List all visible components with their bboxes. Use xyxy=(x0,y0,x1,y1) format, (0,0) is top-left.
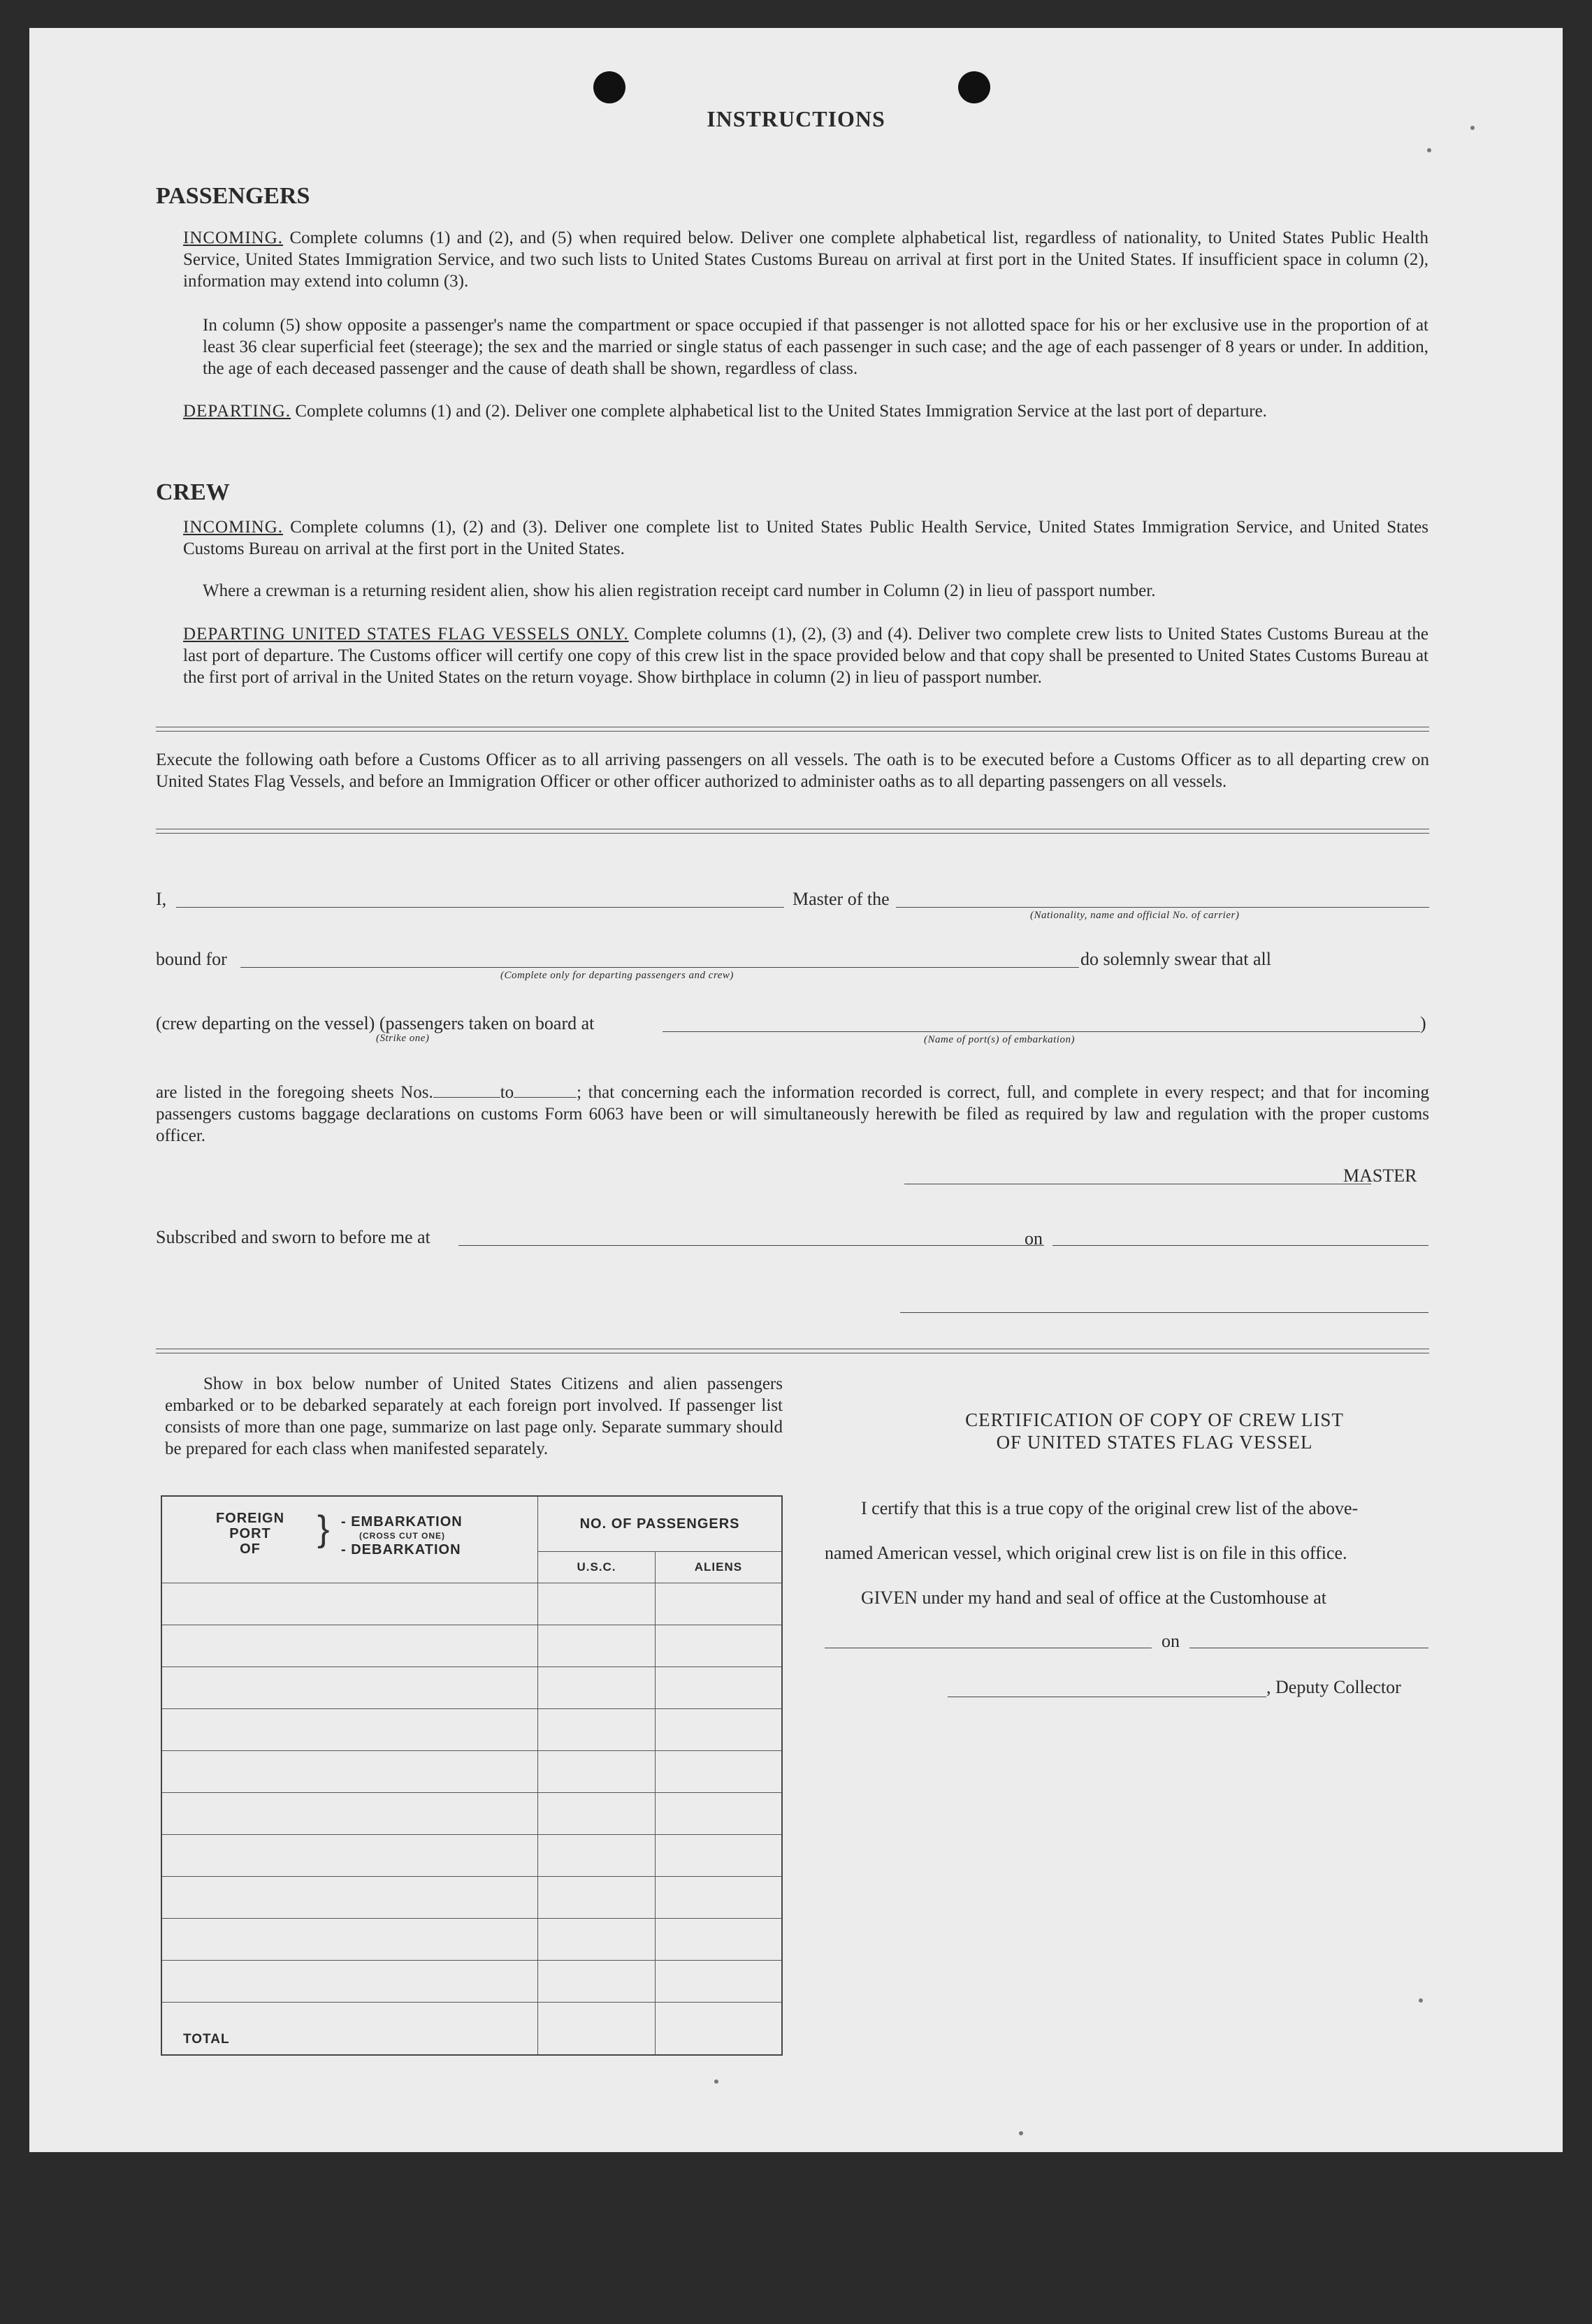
sheet-from-field[interactable] xyxy=(433,1084,500,1098)
table-row xyxy=(161,1793,782,1835)
total-row xyxy=(161,2003,782,2056)
usc-cell[interactable] xyxy=(538,1583,656,1625)
usc-cell[interactable] xyxy=(538,1751,656,1793)
passengers-count-header: NO. OF PASSENGERS xyxy=(538,1496,782,1552)
port-cell[interactable] xyxy=(161,1793,538,1835)
punch-hole xyxy=(958,71,990,103)
table-row xyxy=(161,1835,782,1877)
certify-text: I certify that this is a true copy of the original crew list of the above- xyxy=(861,1498,1359,1518)
double-rule xyxy=(156,727,1429,732)
passengers-incoming-label: INCOMING. xyxy=(183,228,284,247)
table-row xyxy=(161,1625,782,1667)
speck xyxy=(1470,126,1475,130)
double-rule xyxy=(156,829,1429,834)
sheets-prefix: are listed in the foregoing sheets Nos. xyxy=(156,1083,433,1102)
sworn-at-field[interactable] xyxy=(458,1245,1044,1246)
crew-departing-text: Complete columns (1), (2), (3) and (4). Deliver two complete crew lists to United States Customs Bureau at the last port of departure. The Customs officer will certify one copy of this crew list in the space provided below and that copy shall be presented to United States Customs Bureau at the first port of arrival in the United States on the return voyage. Show birthplace in column (2) in lieu of passport number. xyxy=(183,625,1428,687)
punch-hole xyxy=(593,71,625,103)
deputy-label: , Deputy Collector xyxy=(1266,1677,1401,1697)
port-cell[interactable] xyxy=(161,1835,538,1877)
crew-departing-label: (crew departing on the vessel) (passengers taken on board at xyxy=(156,1013,595,1033)
passengers-departing-text: Complete columns (1) and (2). Deliver one complete alphabetical list to the United States Immigration Service at the last port of departure. xyxy=(295,402,1267,421)
master-label: MASTER xyxy=(1343,1165,1417,1186)
document-page xyxy=(29,28,1563,2152)
passengers-incoming-text: Complete columns (1) and (2), and (5) when required below. Deliver one complete alphabetical list, regardless of nationality, to United States Public Health Service, United States Immigration Service, and two such lists to United States Customs Bureau on arrival at first port in the United States. If insufficient space in column (2), information may extend into column (3). xyxy=(183,228,1428,291)
speck xyxy=(1019,2131,1023,2135)
aliens-cell[interactable] xyxy=(655,1919,782,1961)
port-cell[interactable] xyxy=(161,1583,538,1625)
cert-heading-line1: CERTIFICATION OF COPY OF CREW LIST xyxy=(965,1409,1344,1430)
page-title: INSTRUCTIONS xyxy=(707,106,885,131)
table-row xyxy=(161,1667,782,1709)
col-port-line2: PORT xyxy=(229,1526,271,1541)
bound-for-label: bound for xyxy=(156,949,227,969)
crew-departing-label: DEPARTING UNITED STATES FLAG VESSELS ONLY. xyxy=(183,625,629,644)
aliens-cell[interactable] xyxy=(655,1583,782,1625)
aliens-cell[interactable] xyxy=(655,1961,782,2003)
crew-departing xyxy=(183,623,1428,688)
passengers-departing-label: DEPARTING. xyxy=(183,402,291,421)
sworn-date-field[interactable] xyxy=(1052,1245,1428,1246)
oath-instruction: Execute the following oath before a Customs Officer as to all arriving passengers on all vessels. The oath is to be executed before a Customs Officer as to all departing crew on United States Flag Vessels, and before an Immigration Officer or other officer authorized to administer oaths as to all departing passengers on all vessels. xyxy=(156,750,1429,791)
embarkation-label: - EMBARKATION xyxy=(341,1514,463,1530)
col-port-line1: FOREIGN xyxy=(215,1511,285,1526)
summary-instruction: Show in box below number of United States Citizens and alien passengers embarked or to be debarked separately at each foreign port involved. If passenger list consists of more than one page, summarize on last page only. Separate summary should be prepared for each class when manifested separately. xyxy=(165,1374,783,1458)
port-cell[interactable] xyxy=(161,1625,538,1667)
cross-cut-label: (CROSS CUT ONE) xyxy=(359,1531,445,1541)
port-cell[interactable] xyxy=(161,1709,538,1751)
speck xyxy=(714,2079,718,2084)
sheets-statement xyxy=(156,1082,1429,1147)
usc-cell[interactable] xyxy=(538,1667,656,1709)
crew-incoming xyxy=(183,516,1428,560)
brace: } xyxy=(317,1509,330,1549)
named-text: named American vessel, which original crew list is on file in this office. xyxy=(825,1543,1347,1563)
aliens-cell[interactable] xyxy=(655,1667,782,1709)
table-row xyxy=(161,1919,782,1961)
close-paren: ) xyxy=(1420,1013,1426,1033)
bound-for-caption: (Complete only for departing passengers and crew) xyxy=(500,970,734,981)
double-rule xyxy=(156,1349,1429,1353)
foreign-port-header xyxy=(161,1496,538,1583)
usc-cell[interactable] xyxy=(538,1793,656,1835)
crew-incoming-text: Complete columns (1), (2) and (3). Deliver one complete list to United States Public Health Service, United States Immigration Service, and United States Customs Bureau on arrival at the first port in the United States. xyxy=(183,518,1428,558)
crew-resident: Where a crewman is a returning resident alien, show his alien registration receipt card number in Column (2) in lieu of passport number. xyxy=(203,581,1156,600)
usc-header: U.S.C. xyxy=(538,1552,656,1583)
cert-heading-line2: OF UNITED STATES FLAG VESSEL xyxy=(996,1432,1313,1453)
usc-cell[interactable] xyxy=(538,1835,656,1877)
strike-caption: (Strike one) xyxy=(376,1033,430,1044)
aliens-cell[interactable] xyxy=(655,1625,782,1667)
sheets-text: ; that concerning each the information recorded is correct, full, and complete in every respect; and that for incoming passengers customs baggage declarations on customs Form 6063 have been or will simultaneously herewith be filed as required by law and regulation with the proper customs officer. xyxy=(156,1083,1429,1145)
table-row xyxy=(161,1583,782,1625)
table-row xyxy=(161,1961,782,2003)
usc-cell[interactable] xyxy=(538,1877,656,1919)
col-port-line3: OF xyxy=(240,1541,261,1557)
passengers-incoming xyxy=(183,227,1428,292)
usc-cell[interactable] xyxy=(538,1709,656,1751)
port-cell[interactable] xyxy=(161,1667,538,1709)
table-row xyxy=(161,1877,782,1919)
master-name-field[interactable] xyxy=(176,907,784,908)
passengers-column5: In column (5) show opposite a passenger's name the compartment or space occupied if that passenger is not allotted space for his or her exclusive use in the proportion of at least 36 clear superficial feet (steerage); the sex and the married or single status of each passenger in such case; and the age of each passenger of 8 years or under. In addition, the age of each deceased passenger and the cause of death shall be shown, regardless of class. xyxy=(203,316,1428,378)
usc-cell[interactable] xyxy=(538,1625,656,1667)
certification-heading xyxy=(812,1409,1497,1453)
passengers-heading: PASSENGERS xyxy=(156,183,310,209)
table-row xyxy=(161,1751,782,1793)
speck xyxy=(1427,148,1431,152)
aliens-cell[interactable] xyxy=(655,1793,782,1835)
crew-incoming-label: INCOMING. xyxy=(183,518,284,537)
subscribed-label: Subscribed and sworn to before me at xyxy=(156,1227,430,1247)
sheet-to-field[interactable] xyxy=(514,1084,577,1098)
port-cell[interactable] xyxy=(161,1877,538,1919)
sheets-to: to xyxy=(500,1083,514,1102)
speck xyxy=(1419,1998,1423,2003)
given-text: GIVEN under my hand and seal of office at the Customhouse at xyxy=(861,1588,1326,1608)
oath-i-label: I, xyxy=(156,889,167,909)
port-cell[interactable] xyxy=(161,1961,538,2003)
swear-label: do solemnly swear that all xyxy=(1080,949,1271,969)
aliens-header: ALIENS xyxy=(655,1552,782,1583)
carrier-field[interactable] xyxy=(896,907,1429,908)
debarkation-label: - DEBARKATION xyxy=(341,1542,461,1557)
sworn-on-label: on xyxy=(1025,1228,1043,1249)
carrier-caption: (Nationality, name and official No. of carrier) xyxy=(1030,910,1240,921)
port-cell[interactable] xyxy=(161,1751,538,1793)
port-cell[interactable] xyxy=(161,1919,538,1961)
total-usc-cell[interactable] xyxy=(538,2003,656,2056)
usc-cell[interactable] xyxy=(538,1919,656,1961)
master-of-label: Master of the xyxy=(793,889,890,909)
cert-on-label: on xyxy=(1162,1631,1180,1651)
aliens-cell[interactable] xyxy=(655,1877,782,1919)
embarkation-field[interactable] xyxy=(663,1031,1420,1032)
aliens-cell[interactable] xyxy=(655,1835,782,1877)
crew-heading: CREW xyxy=(156,479,230,505)
officer-signature-field[interactable] xyxy=(900,1312,1428,1313)
aliens-cell[interactable] xyxy=(655,1709,782,1751)
passenger-summary-table xyxy=(161,1495,783,2056)
bound-for-field[interactable] xyxy=(240,967,1079,968)
passengers-departing xyxy=(183,400,1428,422)
embark-caption: (Name of port(s) of embarkation) xyxy=(924,1034,1075,1045)
total-aliens-cell[interactable] xyxy=(655,2003,782,2056)
aliens-cell[interactable] xyxy=(655,1751,782,1793)
usc-cell[interactable] xyxy=(538,1961,656,2003)
total-label: TOTAL xyxy=(161,2003,538,2056)
table-row xyxy=(161,1709,782,1751)
